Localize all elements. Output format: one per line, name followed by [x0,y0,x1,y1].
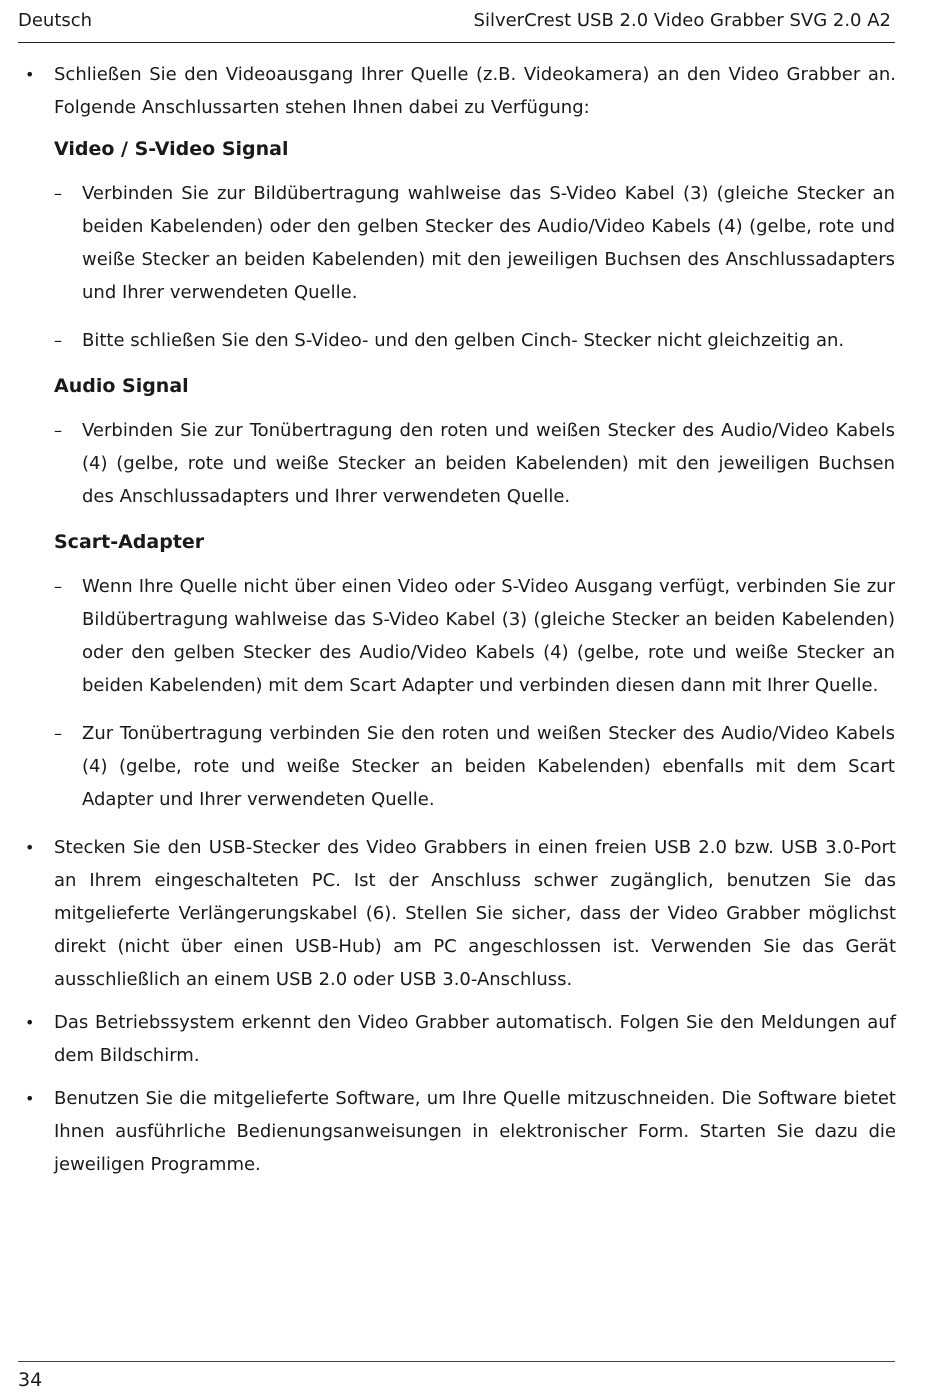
page-number: 34 [18,1369,43,1391]
item-text: Verbinden Sie zur Tonübertragung den roten und weißen Stecker des Audio/Video Kabels (4) (gelbe, rote und weiße Stecker an beiden Kabelenden) mit den jeweiligen Buchsen des Anschlussadapters und Ihrer verwendeten Quelle. [82,420,895,507]
dash-icon: – [54,331,62,350]
list-item [0,1006,896,1072]
item-text: Stecken Sie den USB-Stecker des Video Grabbers in einen freien USB 2.0 bzw. USB 3.0-Port an Ihrem eingeschalteten PC. Ist der Anschluss schwer zugänglich, benutzen Sie das mitgelieferte Verlängerungskabel (6). Stellen Sie sicher, dass der Video Grabber möglichst direkt (nicht über einen USB-Hub) am PC angeschlossen ist. Verwenden Sie das Gerät ausschließlich an einem USB 2.0 oder USB 3.0-Anschluss. [54,837,896,990]
list-item-intro [0,58,896,124]
list-item [0,570,895,702]
dash-icon: – [54,724,62,743]
dash-icon: – [54,421,62,440]
header-product-title: SilverCrest USB 2.0 Video Grabber SVG 2.0 A2 [473,10,891,31]
item-text: Zur Tonübertragung verbinden Sie den roten und weißen Stecker des Audio/Video Kabels (4) (gelbe, rote und weiße Stecker an beiden Kabelenden) ebenfalls mit dem Scart Adapter und Ihrer verwendeten Quelle. [82,723,895,810]
list-item [0,414,895,513]
bullet-icon: • [25,65,35,84]
list-item [0,177,895,309]
page-content [0,58,950,1181]
dash-icon: – [54,577,62,596]
list-item [0,324,895,357]
page-header [18,8,894,38]
list-item [0,831,896,996]
footer-divider [18,1361,895,1362]
list-item [0,1082,896,1181]
dash-icon: – [54,184,62,203]
bullet-icon: • [25,1089,35,1108]
header-language: Deutsch [18,10,93,31]
item-text: Benutzen Sie die mitgelieferte Software, um Ihre Quelle mitzuschneiden. Die Software bietet Ihnen ausführliche Bedienungsanweisungen in elektronischer Form. Starten Sie dazu die jeweiligen Programme. [54,1088,896,1175]
item-text: Wenn Ihre Quelle nicht über einen Video oder S-Video Ausgang verfügt, verbinden Sie zur Bildübertragung wahlweise das S-Video Kabel (3) (gleiche Stecker an beiden Kabelenden) oder den gelben Stecker des Audio/Video Kabels (4) (gelbe, rote und weiße Stecker an beiden Kabelenden) mit dem Scart Adapter und verbinden diesen dann mit Ihrer Quelle. [82,576,895,696]
header-divider [18,42,895,43]
bullet-icon: • [25,838,35,857]
item-text: Bitte schließen Sie den S-Video- und den gelben Cinch- Stecker nicht gleichzeitig an. [82,330,845,351]
item-text: Verbinden Sie zur Bildübertragung wahlweise das S-Video Kabel (3) (gleiche Stecker an beiden Kabelenden) oder den gelben Stecker des Audio/Video Kabels (4) (gelbe, rote und weiße Stecker an beiden Kabelenden) mit den jeweiligen Buchsen des Anschlussadapters und Ihrer verwendeten Quelle. [82,183,895,303]
item-text: Das Betriebssystem erkennt den Video Grabber automatisch. Folgen Sie den Meldungen auf dem Bildschirm. [54,1012,896,1066]
list-item [0,717,895,816]
section-heading-scart: Scart-Adapter [54,531,205,553]
bullet-icon: • [25,1013,35,1032]
intro-text: Schließen Sie den Videoausgang Ihrer Quelle (z.B. Videokamera) an den Video Grabber an. Folgende Anschlussarten stehen Ihnen dabei zu Verfügung: [54,64,896,118]
section-heading-video: Video / S-Video Signal [54,138,289,160]
section-heading-audio: Audio Signal [54,375,189,397]
